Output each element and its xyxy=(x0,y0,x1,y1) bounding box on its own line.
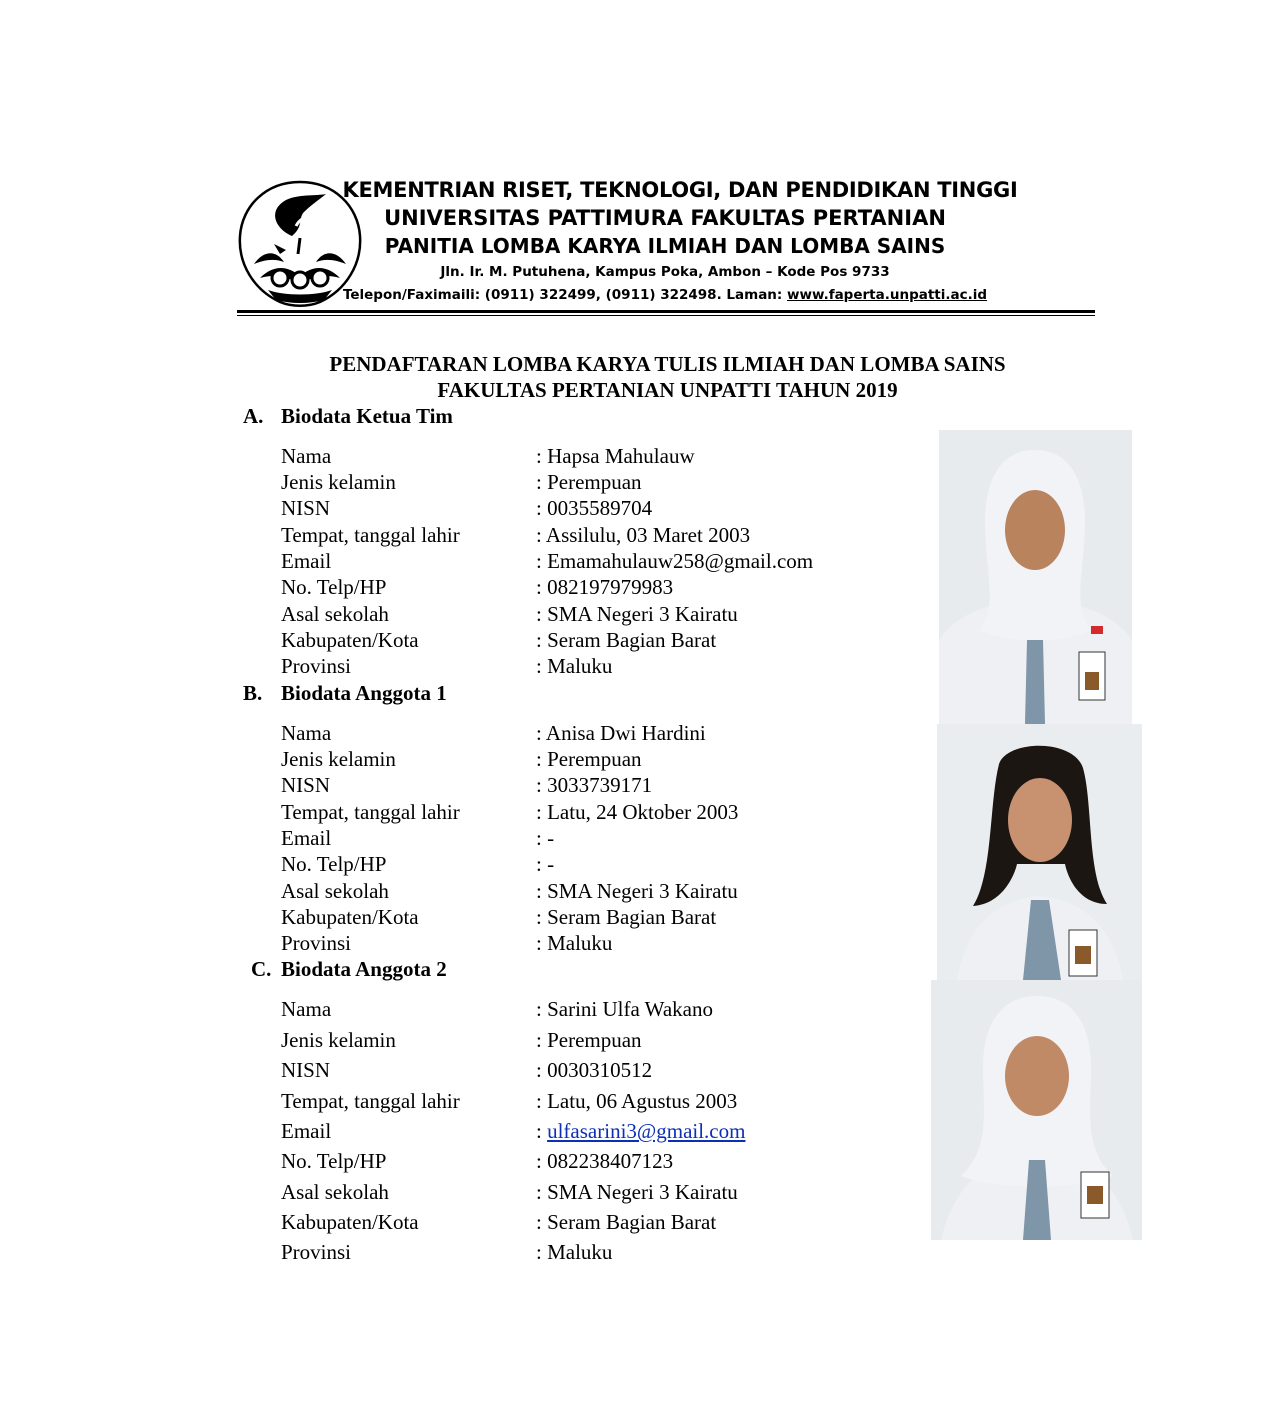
letterhead-committee: PANITIA LOMBA KARYA ILMIAH DAN LOMBA SAINS xyxy=(384,234,946,258)
leader-photo xyxy=(939,430,1132,724)
field-value: : Anisa Dwi Hardini xyxy=(536,721,706,745)
field-label: Kabupaten/Kota xyxy=(281,905,419,929)
section-heading-a xyxy=(243,404,453,429)
field-value: : Perempuan xyxy=(536,1028,642,1052)
field-value: : Assilulu, 03 Maret 2003 xyxy=(536,523,751,547)
field-label: Kabupaten/Kota xyxy=(281,628,419,652)
field-label: Nama xyxy=(281,997,332,1021)
field-label: NISN xyxy=(281,773,331,797)
field-value: : 082238407123 xyxy=(536,1149,674,1173)
field-label: Provinsi xyxy=(281,1240,352,1264)
field-value: : Sarini Ulfa Wakano xyxy=(536,997,713,1021)
field-value: : SMA Negeri 3 Kairatu xyxy=(536,602,738,626)
field-value: : - xyxy=(536,852,555,876)
section-heading-c xyxy=(251,957,447,982)
field-label: Email xyxy=(281,826,332,850)
field-value: : 0035589704 xyxy=(536,496,653,520)
field-value: : Emamahulauw258@gmail.com xyxy=(536,549,814,573)
field-value: : 3033739171 xyxy=(536,773,653,797)
document-subtitle: FAKULTAS PERTANIAN UNPATTI TAHUN 2019 xyxy=(437,378,898,402)
field-label: Tempat, tanggal lahir xyxy=(281,523,460,547)
section-heading-b xyxy=(243,681,447,706)
field-value: : Seram Bagian Barat xyxy=(536,905,717,929)
letterhead-divider-thin xyxy=(237,315,1095,316)
field-label: No. Telp/HP xyxy=(281,852,387,876)
member1-photo xyxy=(937,724,1142,980)
field-value: : Seram Bagian Barat xyxy=(536,1210,717,1234)
field-value: : Seram Bagian Barat xyxy=(536,628,717,652)
field-label: Provinsi xyxy=(281,654,352,678)
field-value: : Maluku xyxy=(536,931,613,955)
field-value-prefix: : xyxy=(536,1119,548,1143)
field-label: Kabupaten/Kota xyxy=(281,1210,419,1234)
field-value: : Latu, 06 Agustus 2003 xyxy=(536,1089,738,1113)
document-title: PENDAFTARAN LOMBA KARYA TULIS ILMIAH DAN LOMBA SAINS xyxy=(329,352,1006,376)
field-value: : SMA Negeri 3 Kairatu xyxy=(536,1180,738,1204)
field-value: : Perempuan xyxy=(536,747,642,771)
member2-photo xyxy=(931,980,1142,1240)
field-label: Jenis kelamin xyxy=(281,747,396,771)
field-value xyxy=(536,1118,745,1144)
field-label: No. Telp/HP xyxy=(281,575,387,599)
field-label: Tempat, tanggal lahir xyxy=(281,1089,460,1113)
field-label: Asal sekolah xyxy=(281,1180,389,1204)
field-label: NISN xyxy=(281,1058,331,1082)
section-title: Biodata Anggota 2 xyxy=(281,957,447,981)
field-label: Tempat, tanggal lahir xyxy=(281,800,460,824)
field-label: Provinsi xyxy=(281,931,352,955)
field-value: : Perempuan xyxy=(536,470,642,494)
field-label: NISN xyxy=(281,496,331,520)
field-value: : Maluku xyxy=(536,654,613,678)
letterhead-contact xyxy=(300,287,1030,303)
field-value: : 0030310512 xyxy=(536,1058,653,1082)
field-label: Nama xyxy=(281,721,332,745)
section-letter: C. xyxy=(251,957,272,981)
field-label: Asal sekolah xyxy=(281,879,389,903)
field-value: : Latu, 24 Oktober 2003 xyxy=(536,800,739,824)
contact-text: Telepon/Faximaili: (0911) 322499, (0911) 322498. Laman: xyxy=(342,287,788,303)
field-value: : SMA Negeri 3 Kairatu xyxy=(536,879,738,903)
letterhead-address: Jln. Ir. M. Putuhena, Kampus Poka, Ambon – Kode Pos 9733 xyxy=(440,264,890,280)
letterhead-ministry: KEMENTRIAN RISET, TEKNOLOGI, DAN PENDIDIKAN TINGGI xyxy=(342,178,1018,202)
section-title: Biodata Ketua Tim xyxy=(281,404,453,428)
field-label: Jenis kelamin xyxy=(281,470,396,494)
letterhead-university: UNIVERSITAS PATTIMURA FAKULTAS PERTANIAN xyxy=(384,206,946,230)
field-value: : - xyxy=(536,826,555,850)
field-value: : 082197979983 xyxy=(536,575,674,599)
field-label: Email xyxy=(281,1119,332,1143)
section-letter: A. xyxy=(243,404,264,428)
email-link[interactable]: ulfasarini3@gmail.com xyxy=(547,1119,746,1143)
field-label: Email xyxy=(281,549,332,573)
field-value: : Hapsa Mahulauw xyxy=(536,444,695,468)
field-value: : Maluku xyxy=(536,1240,613,1264)
section-letter: B. xyxy=(243,681,263,705)
field-label: Nama xyxy=(281,444,332,468)
field-label: Asal sekolah xyxy=(281,602,389,626)
field-label: No. Telp/HP xyxy=(281,1149,387,1173)
letterhead-divider-thick xyxy=(237,310,1095,313)
field-label: Jenis kelamin xyxy=(281,1028,396,1052)
website-link[interactable]: www.faperta.unpatti.ac.id xyxy=(787,287,988,303)
section-title: Biodata Anggota 1 xyxy=(281,681,447,705)
